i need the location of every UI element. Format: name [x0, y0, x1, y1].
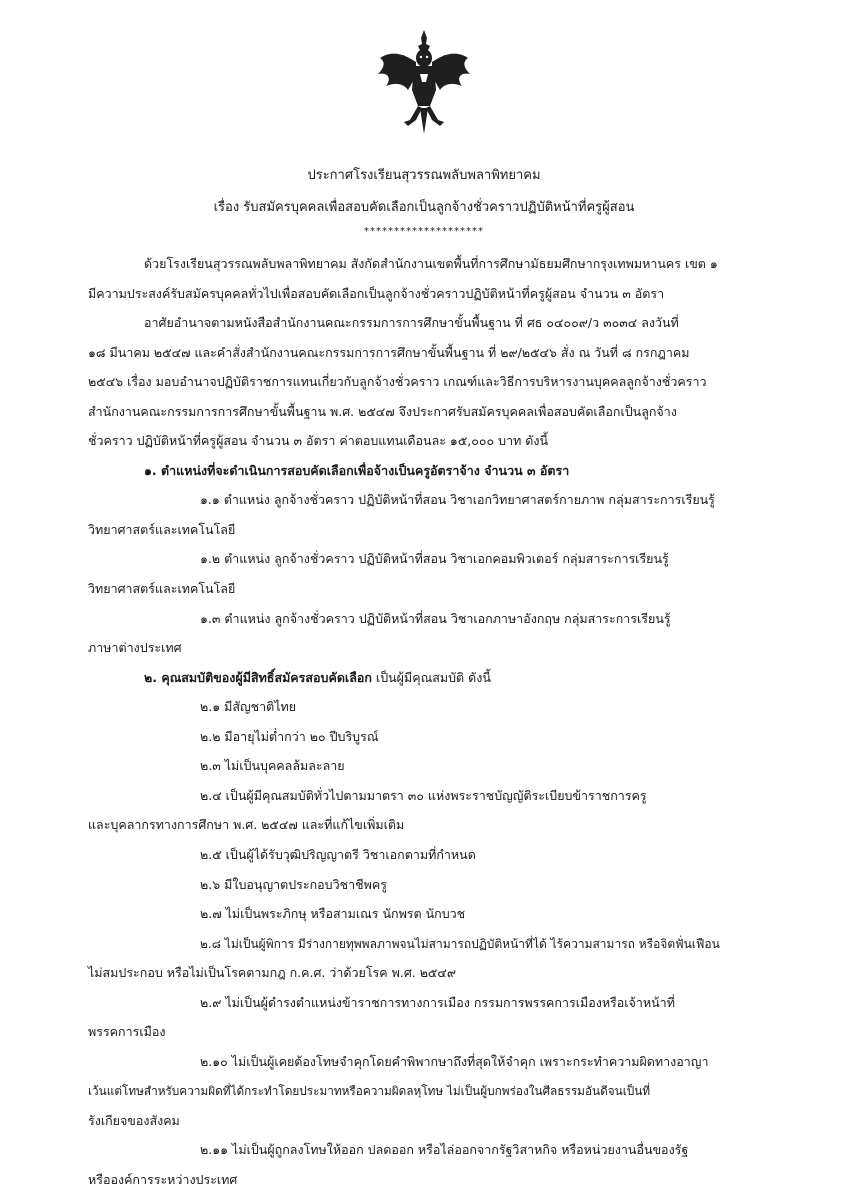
authority-line-2: ๑๘ มีนาคม ๒๕๔๗ และคำสั่งสำนักงานคณะกรรมการการศึกษาขั้นพื้นฐาน ที่ ๒๙/๒๕๔๖ สั่ง ณ วันที่ ๘ กรกฎาคม [88, 345, 690, 360]
authority-line-1: อาศัยอำนาจตามหนังสือสำนักงานคณะกรรมการการศึกษาขั้นพื้นฐาน ที่ ศธ ๐๔๐๐๙/ว ๓๐๓๔ ลงวันที่ [144, 315, 679, 330]
qualification-2-9-line-1: ๒.๙ ไม่เป็นผู้ดำรงตำแหน่งข้าราชการทางการเมือง กรรมการพรรคการเมืองหรือเจ้าหน้าที่ [200, 995, 675, 1010]
qualification-2-3: ๒.๓ ไม่เป็นบุคคลล้มละลาย [200, 758, 345, 773]
authority-line-5: ชั่วคราว ปฏิบัติหน้าที่ครูผู้สอน จำนวน ๓ อัตรา ค่าตอบแทนเดือนละ ๑๕,๐๐๐ บาท ดังนี้ [88, 433, 549, 448]
intro-line-1: ด้วยโรงเรียนสุวรรณพลับพลาพิทยาคม สังกัดสำนักงานเขตพื้นที่การศึกษามัธยมศึกษากรุงเทพมหานคร เขต ๑ [144, 256, 718, 271]
qualification-2-9-line-2: พรรคการเมือง [88, 1024, 166, 1039]
position-3-line-2: ภาษาต่างประเทศ [88, 640, 182, 655]
subject-line: เรื่อง รับสมัครบุคคลเพื่อสอบคัดเลือกเป็นลูกจ้างชั่วคราวปฏิบัติหน้าที่ครูผู้สอน [213, 200, 635, 215]
qualification-2-4-line-1: ๒.๔ เป็นผู้มีคุณสมบัติทั่วไปตามมาตรา ๓๐ แห่งพระราชบัญญัติระเบียบข้าราชการครู [200, 788, 647, 803]
authority-line-3: ๒๕๔๖ เรื่อง มอบอำนาจปฏิบัติราชการแทนเกี่ยวกับลูกจ้างชั่วคราว เกณฑ์และวิธีการบริหารงานบุคคลลูกจ้างชั่วคราว [88, 374, 707, 389]
position-3-line-1: ๑.๓ ตำแหน่ง ลูกจ้างชั่วคราว ปฏิบัติหน้าที่สอน วิชาเอกภาษาอังกฤษ กลุ่มสาระการเรียนรู้ [200, 611, 671, 626]
section-2-heading-bold: ๒. คุณสมบัติของผู้มีสิทธิ์สมัครสอบคัดเลือก [144, 670, 372, 685]
qualification-2-6: ๒.๖ มีใบอนุญาตประกอบวิชาชีพครู [200, 877, 387, 892]
qualification-2-10-line-1: ๒.๑๐ ไม่เป็นผู้เคยต้องโทษจำคุกโดยคำพิพากษาถึงที่สุดให้จำคุก เพราะกระทำความผิดทางอาญา [200, 1054, 709, 1069]
page-title: ประกาศโรงเรียนสุวรรณพลับพลาพิทยาคม [307, 168, 541, 183]
qualification-2-11-line-2: หรือองค์การระหว่างประเทศ [88, 1172, 238, 1187]
authority-line-4: สำนักงานคณะกรรมการการศึกษาขั้นพื้นฐาน พ.ศ. ๒๕๔๗ จึงประกาศรับสมัครบุคคลเพื่อสอบคัดเลือกเป็นลูกจ้าง [88, 404, 677, 419]
qualification-2-10-line-3: รังเกียจของสังคม [88, 1113, 180, 1128]
section-1-heading: ๑. ตำแหน่งที่จะดำเนินการสอบคัดเลือกเพื่อจ้างเป็นครูอัตราจ้าง จำนวน ๓ อัตรา [144, 463, 570, 478]
qualification-2-11-line-1: ๒.๑๑ ไม่เป็นผู้ถูกลงโทษให้ออก ปลดออก หรือไล่ออกจากรัฐวิสาหกิจ หรือหน่วยงานอื่นของรัฐ [200, 1142, 689, 1157]
position-1-line-1: ๑.๑ ตำแหน่ง ลูกจ้างชั่วคราว ปฏิบัติหน้าที่สอน วิชาเอกวิทยาศาสตร์กายภาพ กลุ่มสาระการเรียนรู้ [200, 492, 715, 507]
separator: ******************** [364, 226, 484, 237]
qualification-2-4-line-2: และบุคลากรทางการศึกษา พ.ศ. ๒๕๔๗ และที่แก้ไขเพิ่มเติม [88, 817, 405, 832]
position-1-line-2: วิทยาศาสตร์และเทคโนโลยี [88, 522, 236, 537]
qualification-2-8-line-2: ไม่สมประกอบ หรือไม่เป็นโรคตามกฎ ก.ค.ศ. ว่าด้วยโรค พ.ศ. ๒๕๔๙ [88, 965, 457, 980]
intro-line-2: มีความประสงค์รับสมัครบุคคลทั่วไปเพื่อสอบคัดเลือกเป็นลูกจ้างชั่วคราวปฏิบัติหน้าที่ครูผู้สอน จำนวน ๓ อัตรา [88, 286, 665, 301]
garuda-emblem-icon [374, 28, 474, 136]
position-2-line-2: วิทยาศาสตร์และเทคโนโลยี [88, 581, 236, 596]
position-2-line-1: ๑.๒ ตำแหน่ง ลูกจ้างชั่วคราว ปฏิบัติหน้าที่สอน วิชาเอกคอมพิวเตอร์ กลุ่มสาระการเรียนรู้ [200, 551, 669, 566]
qualification-2-2: ๒.๒ มีอายุไม่ต่ำกว่า ๒๐ ปีบริบูรณ์ [200, 729, 379, 744]
qualification-2-8-line-1: ๒.๘ ไม่เป็นผู้พิการ มีร่างกายทุพพลภาพจนไม่สามารถปฏิบัติหน้าที่ได้ ไร้ความสามารถ หรือจิตฟั่นเฟือน [200, 937, 720, 951]
qualification-2-1: ๒.๑ มีสัญชาติไทย [200, 699, 297, 714]
qualification-2-10-line-2: เว้นแต่โทษสำหรับความผิดที่ได้กระทำโดยประมาทหรือความผิดลหุโทษ ไม่เป็นผู้บกพร่องในศีลธรรมอันดีจนเป็นที่ [88, 1084, 651, 1098]
section-2-heading [144, 670, 491, 686]
qualification-2-5: ๒.๕ เป็นผู้ได้รับวุฒิปริญญาตรี วิชาเอกตามที่กำหนด [200, 847, 476, 862]
section-2-heading-rest: เป็นผู้มีคุณสมบัติ ดังนี้ [371, 670, 491, 685]
qualification-2-7: ๒.๗ ไม่เป็นพระภิกษุ หรือสามเณร นักพรต นักบวช [200, 906, 466, 921]
